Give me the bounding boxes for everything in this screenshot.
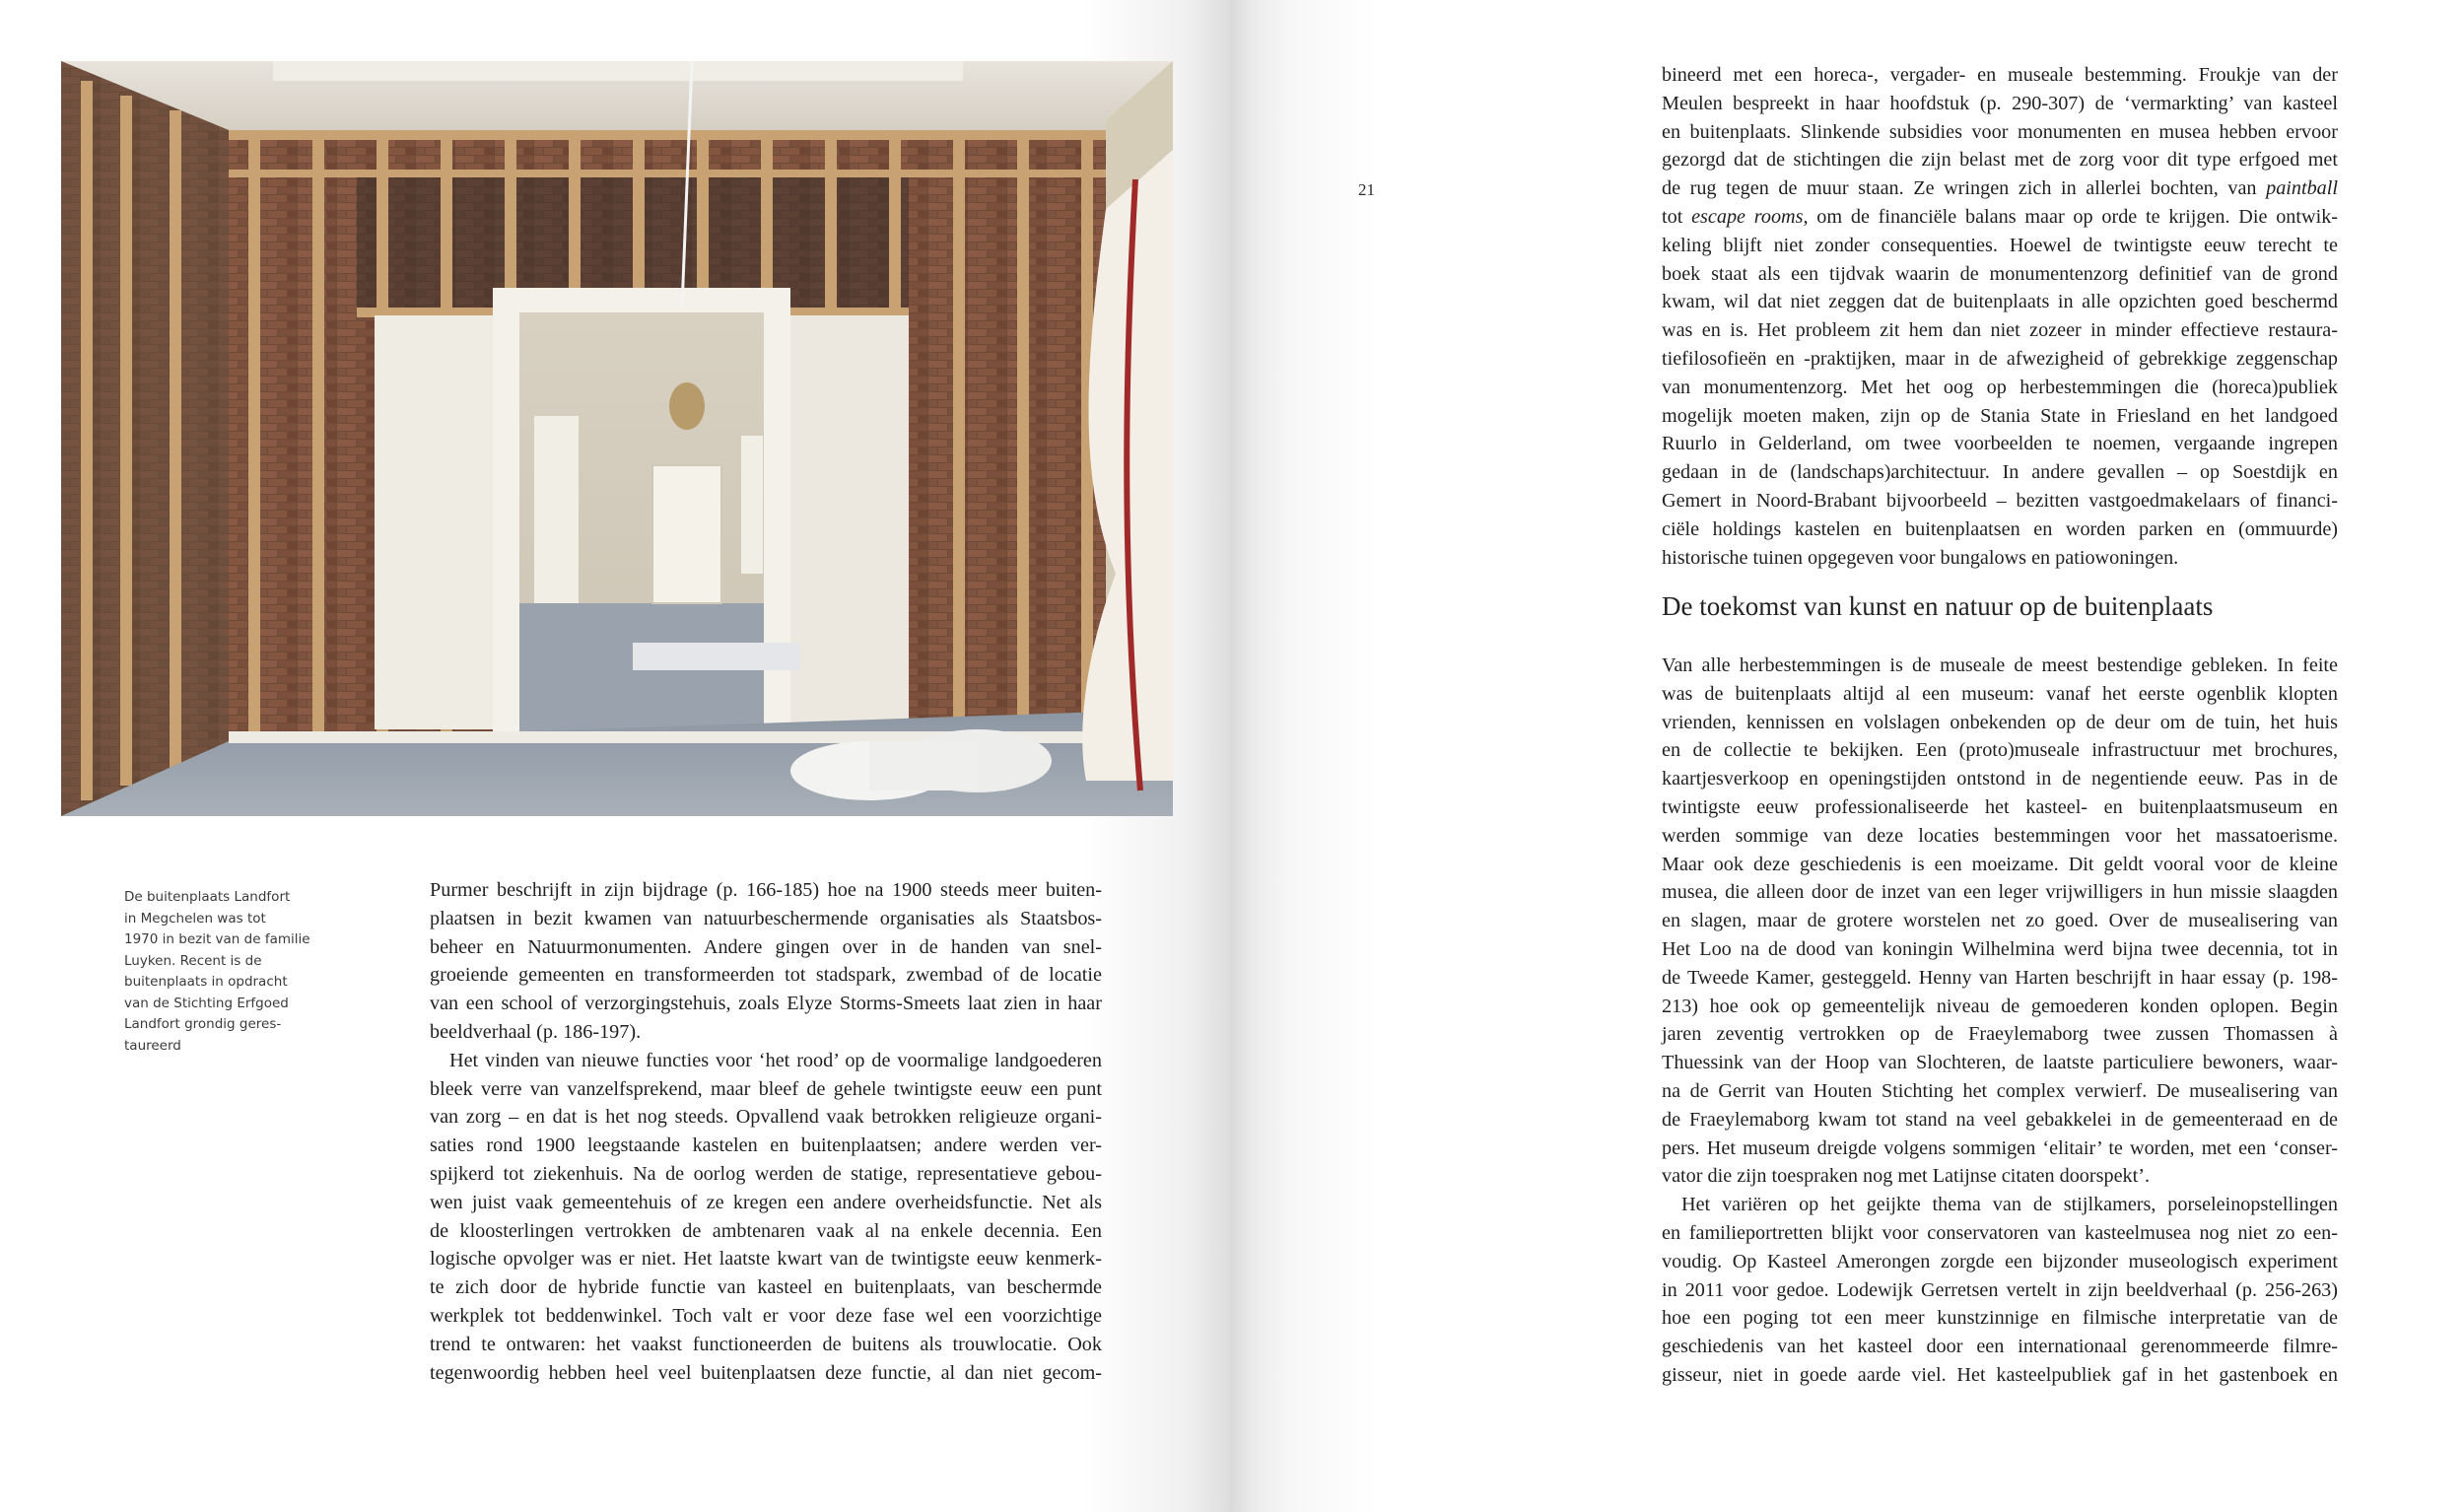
- text-line: spijkerd tot ziekenhuis. Na de oorlog werden de statige, representatieve gebou-: [430, 1162, 1102, 1185]
- text-line: logische opvolger was er niet. Het laatste kwart van de twintigste eeuw kenmerk-: [430, 1248, 1102, 1271]
- page-number: 21: [1358, 180, 1375, 199]
- text-line: tegenwoordig hebben heel veel buitenplaatsen deze functie, al dan niet gecom-: [430, 1361, 1102, 1384]
- text-line: van een school of verzorgingstehuis, zoals Elyze Storms-Smeets laat zien in haar: [430, 993, 1102, 1015]
- text-line: 213) hoe ook op gemeentelijk niveau de gemoederen konden oplopen. Begin: [1662, 995, 2338, 1017]
- text-line: en familieportretten blijkt voor conservatoren van kasteelmusea nog niet zo een-: [1662, 1221, 2338, 1244]
- text-line: gezorgd dat de stichtingen die zijn belast met de zorg voor dit type erfgoed met: [1662, 149, 2338, 172]
- text-line: wen juist vaak gemeentehuis of ze kregen een andere overheidsfunctie. Net als: [430, 1191, 1102, 1213]
- text-line: en de collectie te bekijken. Een (proto)museale infrastructuur met brochures,: [1662, 739, 2338, 762]
- text-line: twintigste eeuw professionaliseerde het kasteel- en buitenplaatsmuseum en: [1662, 795, 2338, 818]
- photo-illustration: [61, 61, 1173, 816]
- text-line: vrienden, kennissen en volslagen onbekenden op de deur om de tuin, het huis: [1662, 711, 2338, 733]
- text-line: na de Gerrit van Houten Stichting het complex verwierf. De musealisering van: [1662, 1079, 2338, 1102]
- text-line: te zich door de hybride functie van kasteel en buitenplaats, van beschermde: [430, 1276, 1102, 1299]
- right-body-text: [1662, 61, 2338, 572]
- text-line: kwam, wil dat niet zeggen dat de buitenplaats in alle opzichten goed beschermd: [1662, 291, 2338, 313]
- text-line: Van alle herbestemmingen is de museale de meest bestendige gebleken. In feite: [1662, 654, 2338, 676]
- text-line: was en is. Het probleem zit hem dan niet zozeer in minder effectieve restaura-: [1662, 319, 2338, 342]
- caption-line: buitenplaats in opdracht: [124, 974, 288, 990]
- right-page: [1230, 0, 2464, 1512]
- text-line: geschiedenis van het kasteel door een internationaal gerenommeerde filmre-: [1662, 1336, 2338, 1358]
- caption-line: in Megchelen was tot: [124, 910, 266, 927]
- text-line: Thuessink van der Hoop van Slochteren, de laatste particuliere bewoners, waar-: [1662, 1052, 2338, 1074]
- text-line: de Tweede Kamer, gesteggeld. Henny van Harten beschrijft in haar essay (p. 198-: [1662, 966, 2338, 989]
- right-body-text-2: [1662, 652, 2338, 1390]
- text-line: trend te ontwaren: het vaakst functioneerden de buitens als trouwlocatie. Ook: [430, 1333, 1102, 1355]
- caption-line: 1970 in bezit van de familie: [124, 931, 310, 947]
- text-line: was de buitenplaats altijd al een museum: vanaf het eerste ogenblik klopten: [1662, 682, 2338, 705]
- left-page: [0, 0, 1230, 1512]
- section-heading: De toekomst van kunst en natuur op de buitenplaats: [1662, 591, 2214, 621]
- text-line: beheer en Natuurmonumenten. Andere gingen over in de handen van snel-: [430, 935, 1102, 958]
- caption-line: De buitenplaats Landfort: [124, 889, 291, 905]
- text-line: ciële holdings kastelen en buitenplaatsen en worden parken en (ommuurde): [1662, 517, 2338, 540]
- text-line: beeldverhaal (p. 186-197).: [430, 1020, 642, 1043]
- text-line: boek staat als een tijdvak waarin de monumentenzorg definitief van de grond: [1662, 262, 2338, 285]
- text-line: vator die zijn toespraken nog met Latijnse citaten doorspekt’.: [1662, 1165, 2150, 1188]
- text-line: Het variëren op het geijkte thema van de stijlkamers, porseleinopstellingen: [1681, 1194, 2338, 1216]
- text-line: Meulen bespreekt in haar hoofdstuk (p. 290-307) de ‘vermarkting’ van kasteel: [1662, 92, 2338, 114]
- text-line: in 2011 voor gedoe. Lodewijk Gerretsen vertelt in zijn beeldverhaal (p. 256-263): [1662, 1278, 2338, 1301]
- photo-caption: [124, 887, 321, 1057]
- text-line: de kloosterlingen vertrokken de ambtenaren vaak al na enkele decennia. Een: [430, 1219, 1102, 1242]
- caption-line: taureerd: [124, 1037, 181, 1054]
- text-line: kaartjesverkoop en openingstijden ontstond in de negentiende eeuw. Pas in de: [1662, 768, 2338, 790]
- text-line: bleek verre van vanzelfsprekend, maar bleef de gehele twintigste eeuw een punt: [430, 1077, 1102, 1100]
- text-line: Het Loo na de dood van koningin Wilhelmina werd bijna twee decennia, tot in: [1662, 937, 2338, 960]
- text-line: en slagen, maar de grotere worstelen net zo goed. Over de musealisering van: [1662, 910, 2338, 932]
- text-line: keling blijft niet zonder consequenties. Hoewel de twintigste eeuw terecht te: [1662, 234, 2338, 256]
- text-line: de rug tegen de muur staan. Ze wringen zich in allerlei bochten, van paintball: [1662, 177, 2338, 200]
- text-line: bineerd met een horeca-, vergader- en museale bestemming. Froukje van der: [1662, 64, 2338, 86]
- text-line: jaren zeventig vertrokken op de Fraeylemaborg twee zussen Thomassen à: [1662, 1023, 2338, 1046]
- text-line: tot escape rooms, om de financiële balans maar op orde te krijgen. Die ontwik-: [1662, 205, 2339, 228]
- text-line: Gemert in Noord-Brabant bijvoorbeeld – bezitten vastgoedmakelaars of financi-: [1662, 489, 2338, 512]
- text-line: mogelijk moeten maken, zijn op de Stania State in Friesland en het landgoed: [1662, 404, 2338, 427]
- text-line: de Fraeylemaborg kwam tot stand na veel gebakkelei in de gemeenteraad en de: [1662, 1108, 2338, 1131]
- text-line: musea, die alleen door de inzet van een leger vrijwilligers in hun missie slaagden: [1662, 881, 2338, 904]
- text-line: Maar ook deze geschiedenis is een moeizame. Dit geldt vooral voor de kleine: [1662, 853, 2338, 875]
- text-line: werkplek tot beddenwinkel. Toch valt er voor deze fase wel een voorzichtige: [430, 1304, 1102, 1327]
- text-line: plaatsen in bezit kwamen van natuurbeschermende organisaties als Staatsbos-: [430, 907, 1102, 929]
- text-line: tiefilosofieën en -praktijken, maar in de afwezigheid of gebrekkige zeggenschap: [1662, 347, 2338, 370]
- text-line: van zorg – en dat is het nog steeds. Opvallend vaak betrokken religieuze organi-: [430, 1106, 1102, 1129]
- text-line: gedaan in de (landschaps)architectuur. In andere gevallen – op Soestdijk en: [1662, 461, 2338, 484]
- text-line: gisseur, niet in goede aarde viel. Het kasteelpubliek gaf in het gastenboek en: [1662, 1363, 2338, 1386]
- left-body-text: [430, 876, 1102, 1387]
- text-line: werden sommige van deze locaties bestemmingen voor het massatoerisme.: [1662, 824, 2338, 847]
- text-line: groeiende gemeenten en transformeerden tot stadspark, zwembad of de locatie: [430, 964, 1102, 987]
- interior-photo: [61, 61, 1173, 816]
- caption-line: van de Stichting Erfgoed: [124, 995, 289, 1011]
- text-line: voudig. Op Kasteel Amerongen zorgde een bijzonder museologisch experiment: [1662, 1250, 2338, 1272]
- text-line: en buitenplaats. Slinkende subsidies voor monumenten en musea hebben ervoor: [1662, 120, 2338, 143]
- text-line: hoe een poging tot een meer kunstzinnige en filmische interpretatie van de: [1662, 1307, 2338, 1330]
- text-line: Ruurlo in Gelderland, om twee voorbeelden te noemen, vergaande ingrepen: [1662, 433, 2338, 455]
- caption-line: Luyken. Recent is de: [124, 952, 262, 969]
- text-line: Purmer beschrijft in zijn bijdrage (p. 166-185) hoe na 1900 steeds meer buiten-: [430, 879, 1102, 901]
- text-line: saties rond 1900 leegstaande kastelen en buitenplaatsen; andere werden ver-: [430, 1134, 1102, 1157]
- text-line: van monumentenzorg. Met het oog op herbestemmingen die (horeca)publiek: [1662, 376, 2338, 398]
- text-line: pers. Het museum dreigde volgens sommigen ‘elitair’ te worden, met een ‘conser-: [1662, 1136, 2338, 1159]
- text-line: Het vinden van nieuwe functies voor ‘het rood’ op de voormalige landgoederen: [449, 1049, 1102, 1071]
- caption-line: Landfort grondig geres-: [124, 1016, 282, 1032]
- text-line: historische tuinen opgegeven voor bungalows en patiowoningen.: [1662, 546, 2179, 569]
